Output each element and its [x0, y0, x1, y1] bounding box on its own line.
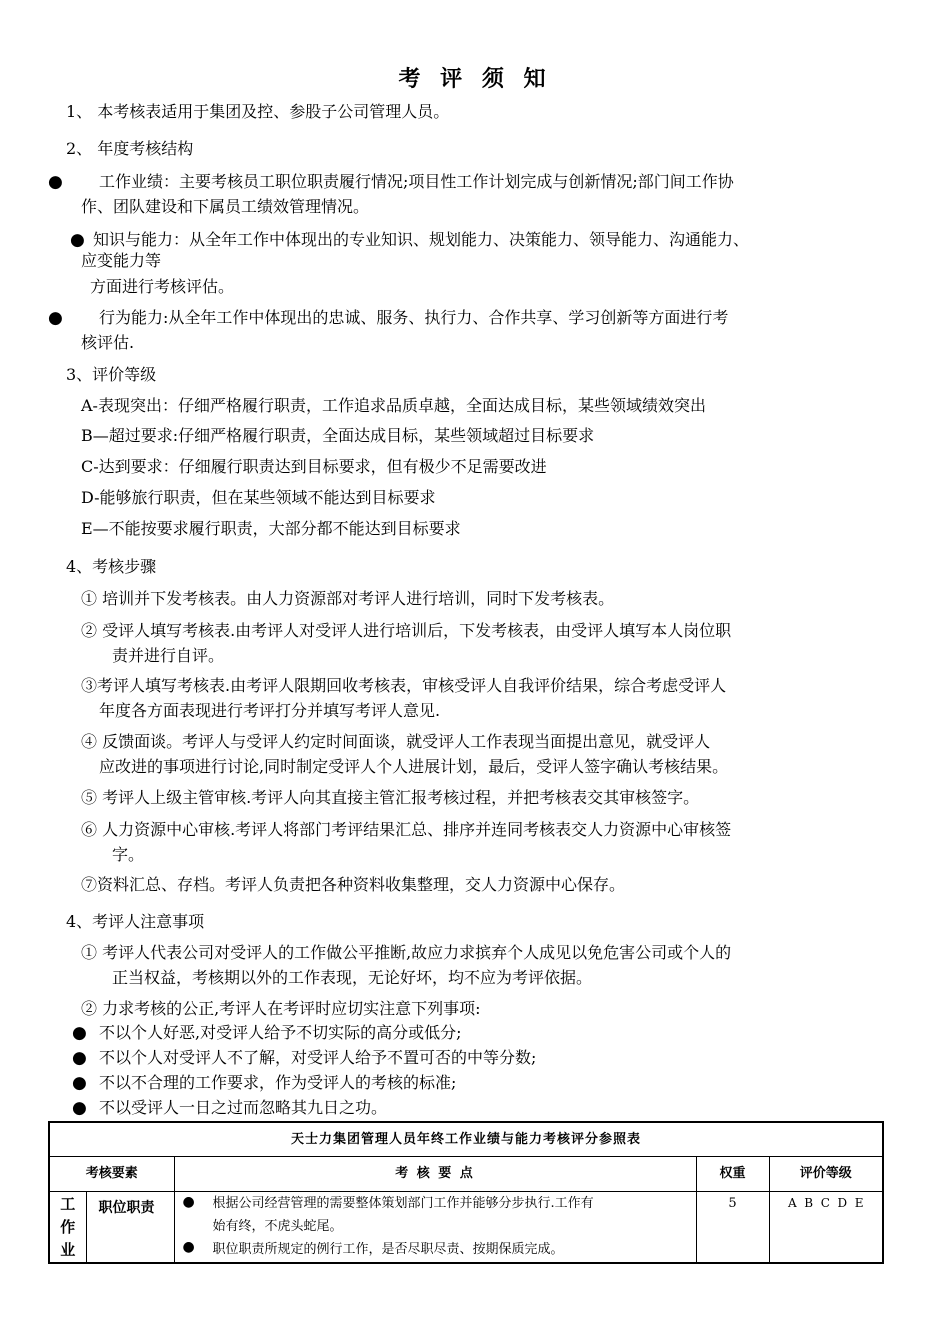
bullet-icon: ●: [72, 1098, 87, 1118]
grade-b: B—超过要求:仔细严格履行职责，全面达成目标，某些领域超过目标要求: [81, 426, 595, 445]
points-cell: [174, 1192, 696, 1264]
grade-options-cell: A B C D E: [769, 1192, 883, 1264]
grade-c: C-达到要求：仔细履行职责达到目标要求，但有极少不足需要改进: [81, 457, 547, 476]
category-cell: [49, 1192, 86, 1264]
bullet-icon: ●: [72, 1048, 87, 1068]
point-text-cont: 始有终，不虎头蛇尾。: [212, 1219, 343, 1234]
note-item: 不以受评人一日之过而忽略其九日之功。: [99, 1098, 388, 1117]
header-factor: 考核要素: [49, 1157, 174, 1192]
grade-a: A-表现突出：仔细严格履行职责，工作追求品质卓越，全面达成目标，某些领域绩效突出: [81, 396, 706, 415]
step-6-cont: 字。: [112, 845, 145, 864]
structure-item-behavior-cont: 核评估.: [81, 333, 135, 352]
bullet-icon: ●: [182, 1239, 195, 1255]
header-grade: 评价等级: [769, 1157, 883, 1192]
reference-table: [48, 1121, 884, 1264]
structure-item-performance-cont: 作、团队建设和下属员工绩效管理情况。: [81, 197, 370, 216]
bullet-icon: ●: [182, 1194, 195, 1210]
step-2-cont: 责并进行自评。: [112, 646, 225, 665]
note-item: 不以个人好恶,对受评人给予不切实际的高分或低分;: [99, 1023, 462, 1042]
step-3-cont: 年度各方面表现进行考评打分并填写考评人意见.: [99, 701, 441, 720]
note-item: 不以不合理的工作要求，作为受评人的考核的标准;: [99, 1073, 457, 1092]
subcategory-cell: 职位职责: [86, 1192, 174, 1264]
note-1: ① 考评人代表公司对受评人的工作做公平推断,故应力求摈弃个人成见以免危害公司或个人的: [81, 943, 732, 962]
header-weight: 权重: [696, 1157, 769, 1192]
grade-e: E—不能按要求履行职责，大部分都不能达到目标要求: [81, 519, 461, 538]
note-1-cont: 正当权益，考核期以外的工作表现，无论好坏，均不应为考评依据。: [112, 968, 593, 987]
bullet-icon: ●: [48, 172, 63, 192]
category-char: 工: [60, 1195, 76, 1213]
note-2: ② 力求考核的公正,考评人在考评时应切实注意下列事项:: [81, 999, 481, 1018]
structure-item-knowledge-cont: 应变能力等: [81, 251, 162, 270]
structure-item-knowledge-cont2: 方面进行考核评估。: [90, 277, 235, 296]
section-1-text: 1、 本考核表适用于集团及控、参股子公司管理人员。: [66, 102, 450, 121]
bullet-icon: ●: [70, 230, 85, 250]
bullet-icon: ●: [72, 1073, 87, 1093]
category-char: 业: [60, 1241, 76, 1259]
grade-d: D-能够旅行职责，但在某些领域不能达到目标要求: [81, 488, 436, 507]
point-text: 根据公司经营管理的需要整体策划部门工作并能够分步执行.工作有: [212, 1196, 594, 1211]
step-6: ⑥ 人力资源中心审核.考评人将部门考评结果汇总、排序并连同考核表交人力资源中心审核签: [81, 820, 732, 839]
table-row: [49, 1192, 883, 1264]
step-2: ② 受评人填写考核表.由考评人对受评人进行培训后，下发考核表，由受评人填写本人岗位职: [81, 621, 732, 640]
note-item: 不以个人对受评人不了解，对受评人给予不置可否的中等分数;: [99, 1048, 537, 1067]
step-5: ⑤ 考评人上级主管审核.考评人向其直接主管汇报考核过程，并把考核表交其审核签字。: [81, 788, 700, 807]
header-points: 考 核 要 点: [174, 1157, 696, 1192]
structure-item-performance: 工作业绩：主要考核员工职位职责履行情况;项目性工作计划完成与创新情况;部门间工作协: [99, 172, 734, 191]
bullet-icon: ●: [48, 308, 63, 328]
point-text: 职位职责所规定的例行工作，是否尽职尽责、按期保质完成。: [212, 1242, 564, 1257]
weight-cell: 5: [696, 1192, 769, 1264]
step-3: ③考评人填写考核表.由考评人限期回收考核表，审核受评人自我评价结果，综合考虑受评人: [81, 676, 727, 695]
page-title: 考 评 须 知: [398, 66, 552, 92]
table-title: 天士力集团管理人员年终工作业绩与能力考核评分参照表: [49, 1122, 883, 1157]
section-notes-heading: 4、考评人注意事项: [66, 912, 205, 931]
step-7: ⑦资料汇总、存档。考评人负责把各种资料收集整理，交人力资源中心保存。: [81, 875, 626, 894]
section-2-heading: 2、 年度考核结构: [66, 139, 194, 158]
step-1: ① 培训并下发考核表。由人力资源部对考评人进行培训，同时下发考核表。: [81, 589, 615, 608]
section-3-heading: 3、评价等级: [66, 365, 157, 384]
step-4-cont: 应改进的事项进行讨论,同时制定受评人个人进展计划，最后，受评人签字确认考核结果。: [99, 757, 729, 776]
structure-item-behavior: 行为能力:从全年工作中体现出的忠诚、服务、执行力、合作共享、学习创新等方面进行考: [99, 308, 729, 327]
step-4: ④ 反馈面谈。考评人与受评人约定时间面谈，就受评人工作表现当面提出意见，就受评人: [81, 732, 711, 751]
bullet-icon: ●: [72, 1023, 87, 1043]
section-4-heading: 4、考核步骤: [66, 557, 157, 576]
structure-item-knowledge: 知识与能力：从全年工作中体现出的专业知识、规划能力、决策能力、领导能力、沟通能力、: [93, 230, 750, 249]
category-char: 作: [60, 1218, 76, 1236]
